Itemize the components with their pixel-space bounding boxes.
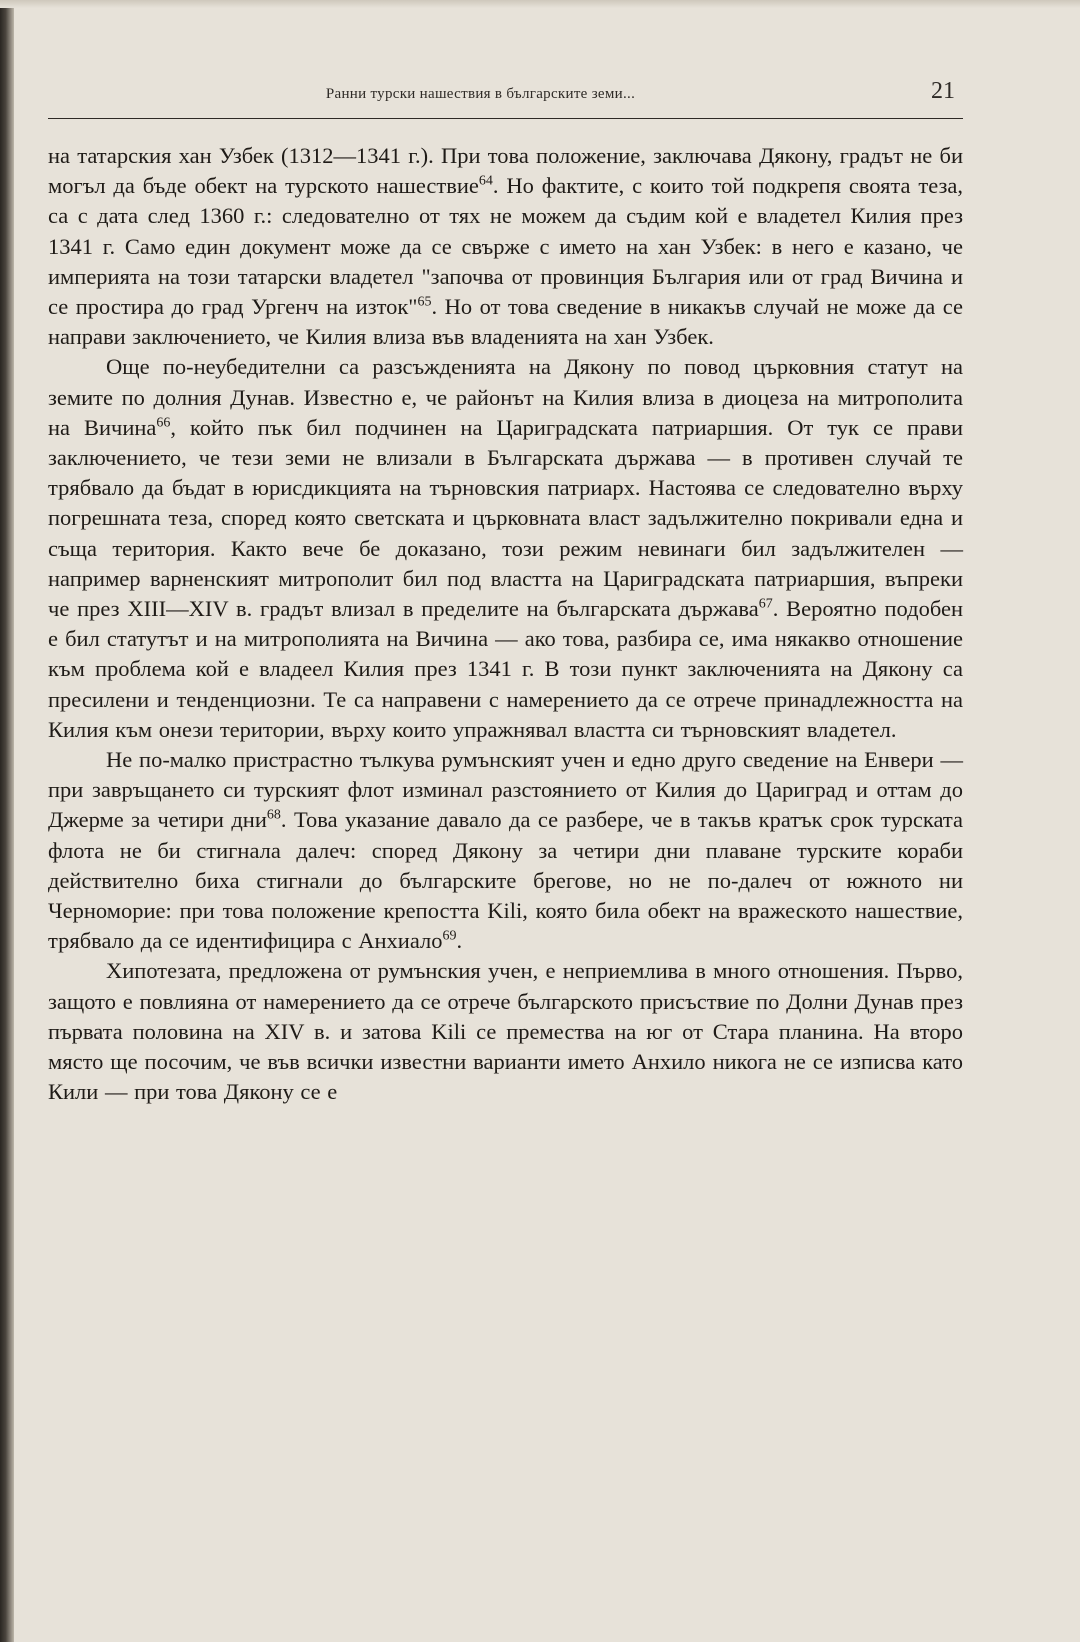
page-top-edge xyxy=(0,0,1080,8)
text-run: . Това указание давало да се разбере, че в такъв кратък срок турската флота не би стигнала далеч: според Дякону за четири дни плаване турските кораби действително биха стигнали до българските брегове, но не по-далеч от южното ни Черноморие: при това положение крепостта Kili, която била обект на вражеското нашествие, трябвало да се идентифицира с Анхиало xyxy=(48,807,964,954)
footnote-marker: 64 xyxy=(478,173,493,189)
text-run: . xyxy=(456,928,463,954)
text-run: . Вероятно подобен е бил статутът и на митрополията на Вичина — ако това, разбира се, има някакво отношение към проблема кой е владеел Килия през 1341 г. В този пункт заключенията на Дякону са пресилени и тенденциозни. Те са направени с намерението да се отрече принадлежността на Килия към онези територии, върху които упражнявал властта си търновският владетел. xyxy=(48,596,964,742)
text-run: . Но фактите, с които той подкрепя своята теза, са с дата след 1360 г.: следователно от тях не можем да съдим кой е владетел Килия през 1341 г. Само един документ може да се свърже с името на хан Узбек: в него е казано, че империята на този татарски владетел "започва от провинция България или от град Вичина и се простира до град Ургенч на изток" xyxy=(48,173,963,320)
text-run: Хипотезата, предложена от румънския учен, е неприемлива в много отношения. Първо, защото е повлияна от намерението да се отрече българското присъствие по Долни Дунав през първата половина на XIV в. и затова Kili се премества на юг от Стара планина. На второ място ще посочим, че във всички известни варианти името Анхило никога не се изписва като Кили — при това Дякону се е xyxy=(48,958,963,1105)
paragraph xyxy=(48,745,963,956)
footnote-marker: 66 xyxy=(156,415,171,431)
paragraph xyxy=(48,352,963,745)
body-text xyxy=(48,141,963,1108)
footnote-marker: 67 xyxy=(758,596,773,612)
page-header xyxy=(48,78,963,119)
running-title: Ранни турски нашествия в българските земи... xyxy=(325,86,636,102)
text-run: , който пък бил подчинен на Цариградската патриаршия. От тук се прави заключението, че тези земи не влизали в Българската държава — в противен случай те трябвало да бъдат в юрисдикцията на търновския патриарх. Настоява се следователно върху погрешната теза, според която светската и църковната власт задължително покривали една и съща територия. Както вече бе доказано, този режим невинаги бил задължителен — например варненският митрополит бил под властта на Цариградската патриаршия, въпреки че през XIII—XIV в. градът влизал в пределите на българската държава xyxy=(48,414,963,622)
footnote-marker: 69 xyxy=(442,928,457,944)
text-run: Не по-малко пристрастно тълкува румънският учен и едно друго сведение на Енвери — при завръщането си турският флот изминал разстоянието от Килия до Цариград и оттам до Джерме за четири дни xyxy=(48,747,963,833)
text-run: . Но от това сведение в никакъв случай не може да се направи заключението, че Килия влиза във владенията на хан Узбек. xyxy=(48,294,963,350)
page-number: 21 xyxy=(931,78,955,104)
paragraph xyxy=(48,141,963,352)
text-run: на татарския хан Узбек (1312—1341 г.). При това положение, заключава Дякону, градът не би могъл да бъде обект на турското нашествие xyxy=(48,143,963,199)
footnote-marker: 65 xyxy=(417,294,432,310)
text-run: Още по-неубедителни са разсъжденията на Дякону по повод църковния статут на земите по долния Дунав. Известно е, че районът на Килия влиза в диоцеза на митрополита на Вичина xyxy=(48,354,963,440)
page-binding-edge xyxy=(0,0,14,1642)
footnote-marker: 68 xyxy=(266,807,281,823)
paragraph xyxy=(48,956,963,1107)
